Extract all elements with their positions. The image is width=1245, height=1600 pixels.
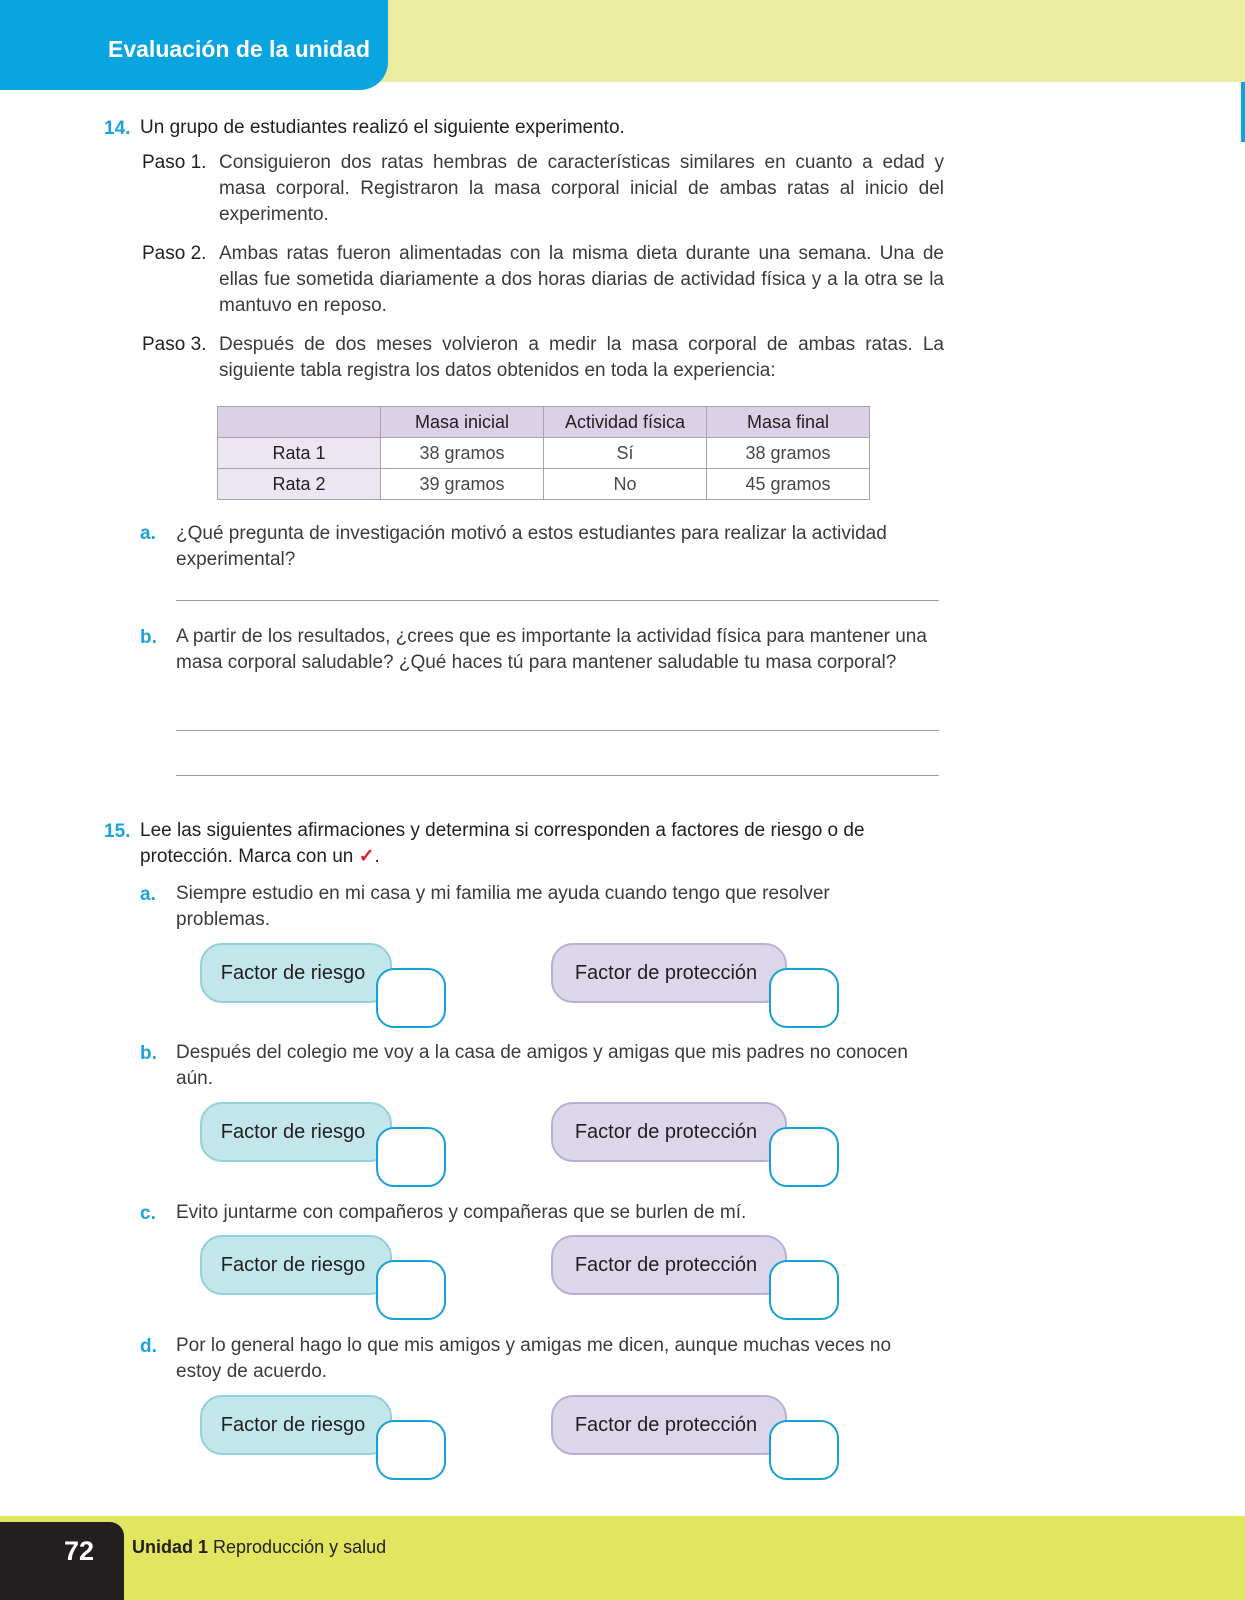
answer-line-b2[interactable] bbox=[176, 775, 939, 776]
footer-band bbox=[0, 1516, 1245, 1600]
page-number: 72 bbox=[63, 1536, 95, 1566]
checkbox-riesgo-a[interactable] bbox=[376, 968, 446, 1028]
prompt-period: . bbox=[374, 846, 380, 867]
step-label-3: Paso 3. bbox=[142, 334, 207, 355]
option-proteccion-label: Factor de protección bbox=[551, 1102, 787, 1162]
footer-unit bbox=[132, 1537, 386, 1558]
option-proteccion-label: Factor de protección bbox=[551, 943, 787, 1003]
subquestion-letter-b: b. bbox=[140, 627, 157, 648]
step-label-2: Paso 2. bbox=[142, 243, 207, 264]
table-row bbox=[218, 438, 870, 469]
table-header-cell: Masa inicial bbox=[381, 407, 544, 438]
subquestion-letter-a: a. bbox=[140, 523, 156, 544]
item-a-text: Siempre estudio en mi casa y mi familia me ayuda cuando tengo que resolver problemas. bbox=[176, 883, 830, 930]
table-header-cell: Actividad física bbox=[544, 407, 707, 438]
edge-strip bbox=[1241, 82, 1245, 142]
table-header-row bbox=[218, 407, 870, 438]
checkbox-riesgo-b[interactable] bbox=[376, 1127, 446, 1187]
question-15-prompt-line1: Lee las siguientes afirmaciones y determina si corresponden a factores de riesgo o de bbox=[140, 820, 865, 841]
table-header-cell: Masa final bbox=[707, 407, 870, 438]
checkbox-riesgo-c[interactable] bbox=[376, 1260, 446, 1320]
option-riesgo-label: Factor de riesgo bbox=[200, 943, 392, 1003]
item-d-text: Por lo general hago lo que mis amigos y amigas me dicen, aunque muchas veces no estoy de acuerdo. bbox=[176, 1335, 892, 1382]
checkbox-proteccion-c[interactable] bbox=[769, 1260, 839, 1320]
question-number-15: 15. bbox=[104, 821, 131, 842]
checkbox-proteccion-b[interactable] bbox=[769, 1127, 839, 1187]
question-number-14: 14. bbox=[104, 118, 131, 139]
answer-line-a[interactable] bbox=[176, 600, 939, 601]
item-letter-a: a. bbox=[140, 884, 156, 905]
subquestion-a-text: ¿Qué pregunta de investigación motivó a estos estudiantes para realizar la actividad experimental? bbox=[176, 523, 887, 570]
item-letter-b: b. bbox=[140, 1043, 157, 1064]
subquestion-b-text: A partir de los resultados, ¿crees que es importante la actividad física para mantener una masa corporal saludable? ¿Qué haces tú para mantener saludable tu masa corporal? bbox=[176, 626, 927, 673]
table-cell: 39 gramos bbox=[381, 469, 544, 500]
table-cell: Sí bbox=[544, 438, 707, 469]
item-b-text: Después del colegio me voy a la casa de amigos y amigas que mis padres no conocen aún. bbox=[176, 1042, 908, 1089]
item-c-text: Evito juntarme con compañeros y compañeras que se burlen de mí. bbox=[176, 1202, 747, 1223]
item-letter-c: c. bbox=[140, 1203, 156, 1224]
checkbox-proteccion-d[interactable] bbox=[769, 1420, 839, 1480]
table-row-header: Rata 2 bbox=[218, 469, 381, 500]
results-table bbox=[217, 406, 870, 500]
checkbox-riesgo-d[interactable] bbox=[376, 1420, 446, 1480]
table-row-header: Rata 1 bbox=[218, 438, 381, 469]
option-riesgo-label: Factor de riesgo bbox=[200, 1395, 392, 1455]
unit-label: Unidad 1 bbox=[132, 1537, 209, 1557]
prompt-text: protección. Marca con un bbox=[140, 846, 354, 867]
step-text-2: Ambas ratas fueron alimentadas con la misma dieta durante una semana. Una de ellas fue sometida diariamente a dos horas diarias de actividad física y a la otra se la mantuvo en reposo. bbox=[219, 243, 944, 316]
table-cell: 45 gramos bbox=[707, 469, 870, 500]
question-15-prompt-line2 bbox=[140, 844, 380, 870]
step-text-3: Después de dos meses volvieron a medir la masa corporal de ambas ratas. La siguiente tabla registra los datos obtenidos en toda la experiencia: bbox=[219, 334, 944, 381]
option-riesgo-label: Factor de riesgo bbox=[200, 1235, 392, 1295]
option-proteccion-label: Factor de protección bbox=[551, 1235, 787, 1295]
step-label-1: Paso 1. bbox=[142, 152, 207, 173]
unit-title: Reproducción y salud bbox=[213, 1537, 387, 1557]
option-riesgo-label: Factor de riesgo bbox=[200, 1102, 392, 1162]
page-title: Evaluación de la unidad bbox=[108, 36, 371, 62]
table-header-cell bbox=[218, 407, 381, 438]
table-cell: 38 gramos bbox=[707, 438, 870, 469]
table-cell: 38 gramos bbox=[381, 438, 544, 469]
step-text-1: Consiguieron dos ratas hembras de características similares en cuanto a edad y masa corporal. Registraron la masa corporal inicial de ambas ratas al inicio del experimento. bbox=[219, 152, 944, 225]
check-icon: ✓ bbox=[358, 846, 375, 867]
checkbox-proteccion-a[interactable] bbox=[769, 968, 839, 1028]
answer-line-b1[interactable] bbox=[176, 730, 939, 731]
option-proteccion-label: Factor de protección bbox=[551, 1395, 787, 1455]
table-cell: No bbox=[544, 469, 707, 500]
question-14-prompt: Un grupo de estudiantes realizó el siguiente experimento. bbox=[140, 117, 625, 138]
item-letter-d: d. bbox=[140, 1336, 157, 1357]
table-row bbox=[218, 469, 870, 500]
